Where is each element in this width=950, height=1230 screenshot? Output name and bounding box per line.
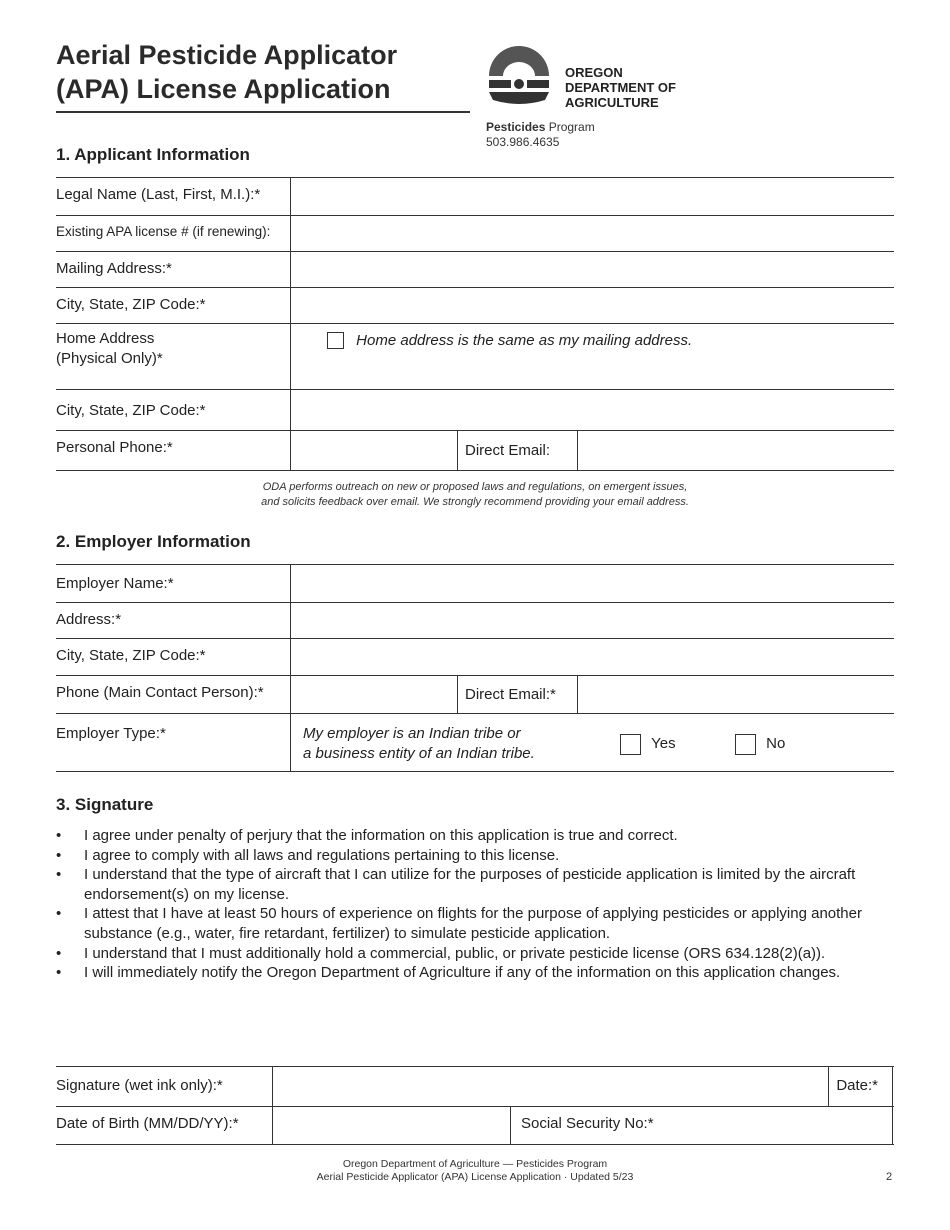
section-heading-signature: 3. Signature: [56, 795, 154, 814]
city-state-zip-label: City, State, ZIP Code:*: [56, 288, 291, 324]
section-heading-employer: 2. Employer Information: [56, 532, 251, 551]
ssn-field[interactable]: [893, 1107, 894, 1145]
personal-phone-field[interactable]: [291, 431, 458, 471]
footer-line-2: Aerial Pesticide Applicator (APA) License Application · Updated 5/23: [316, 1171, 634, 1183]
direct-email-field[interactable]: [578, 431, 895, 471]
list-item: • I agree to comply with all laws and regulations pertaining to this license.: [56, 846, 896, 866]
employer-type-label: Employer Type:*: [56, 714, 291, 772]
attestation-list: [56, 826, 896, 983]
home-address-label-line-1: Home Address: [56, 330, 155, 347]
footer-line-1: Oregon Department of Agriculture — Pesticides Program: [342, 1158, 608, 1170]
employer-phone-field[interactable]: [291, 676, 458, 714]
email-note-line-2: and solicits feedback over email. We strongly recommend providing your email address.: [261, 496, 689, 508]
email-note-line-1: ODA performs outreach on new or proposed laws and regulations, on emergent issues,: [262, 481, 688, 493]
employer-email-field[interactable]: [578, 676, 895, 714]
no-label: No: [766, 735, 786, 752]
signature-label: Signature (wet ink only):*: [56, 1067, 273, 1107]
same-as-mailing-label: Home address is the same as my mailing address.: [356, 331, 693, 349]
employer-phone-label: Phone (Main Contact Person):*: [56, 676, 291, 714]
home-address-field[interactable]: [291, 324, 895, 390]
ssn-label: Social Security No:*: [511, 1107, 893, 1145]
no-option[interactable]: [735, 734, 785, 755]
title-line-2: (APA) License Application: [56, 74, 391, 104]
home-address-label: [56, 324, 291, 390]
yes-checkbox[interactable]: [620, 734, 641, 755]
list-item: • I attest that I have at least 50 hours of experience on flights for the purpose of applying pesticides or applying another substance (e.g., water, fire retardant, fertilizer) to simulate pesticide application.: [56, 904, 896, 943]
employer-table: [56, 564, 894, 772]
dob-field[interactable]: [273, 1107, 511, 1145]
yes-option[interactable]: [620, 734, 676, 755]
home-address-label-line-2: (Physical Only)*: [56, 350, 163, 367]
yes-label: Yes: [651, 735, 676, 752]
no-checkbox[interactable]: [735, 734, 756, 755]
list-item: • I agree under penalty of perjury that the information on this application is true and correct.: [56, 826, 896, 846]
tribe-question: [303, 724, 535, 764]
page-title: [56, 38, 476, 106]
logo-wordmark: [565, 65, 676, 110]
home-city-state-zip-label: City, State, ZIP Code:*: [56, 390, 291, 431]
date-field[interactable]: [893, 1067, 894, 1107]
employer-name-field[interactable]: [291, 565, 895, 603]
list-item: • I understand that I must additionally hold a commercial, public, or private pesticide license (ORS 634.128(2)(a)).: [56, 944, 896, 964]
legal-name-label: Legal Name (Last, First, M.I.):*: [56, 178, 291, 216]
employer-address-field[interactable]: [291, 603, 895, 639]
existing-license-field[interactable]: [291, 216, 895, 252]
list-item: • I understand that the type of aircraft that I can utilize for the purposes of pesticide application is limited by the aircraft endorsement(s) on my license.: [56, 865, 896, 904]
logo-line-2: DEPARTMENT OF: [565, 80, 676, 95]
home-city-state-zip-field[interactable]: [291, 390, 895, 431]
logo-line-3: AGRICULTURE: [565, 95, 659, 110]
employer-type-field: [291, 714, 895, 772]
existing-license-label: Existing APA license # (if renewing):: [56, 216, 291, 252]
program-info: [486, 120, 595, 150]
same-as-mailing-checkbox[interactable]: [327, 332, 344, 349]
page-number: 2: [886, 1171, 893, 1183]
employer-address-label: Address:*: [56, 603, 291, 639]
tribe-question-line-2: a business entity of an Indian tribe.: [303, 745, 535, 762]
tribe-question-line-1: My employer is an Indian tribe or: [303, 725, 521, 742]
program-phone: 503.986.4635: [486, 135, 560, 149]
city-state-zip-field[interactable]: [291, 288, 895, 324]
program-name-rest: Program: [545, 120, 595, 134]
signature-field[interactable]: [273, 1067, 829, 1107]
signature-table: [56, 1066, 894, 1145]
title-divider: [56, 111, 470, 113]
title-line-1: Aerial Pesticide Applicator: [56, 40, 398, 70]
employer-email-label: Direct Email:*: [458, 676, 578, 714]
program-name-bold: Pesticides: [486, 120, 546, 134]
direct-email-label: Direct Email:: [458, 431, 578, 471]
dob-label: Date of Birth (MM/DD/YY):*: [56, 1107, 273, 1145]
employer-name-label: Employer Name:*: [56, 565, 291, 603]
date-label: Date:*: [829, 1067, 893, 1107]
employer-city-state-zip-field[interactable]: [291, 639, 895, 676]
personal-phone-label: Personal Phone:*: [56, 431, 291, 471]
list-item: • I will immediately notify the Oregon Department of Agriculture if any of the information on this application changes.: [56, 963, 896, 983]
email-outreach-note: [56, 480, 894, 510]
employer-city-state-zip-label: City, State, ZIP Code:*: [56, 639, 291, 676]
legal-name-field[interactable]: [291, 178, 895, 216]
page-footer: [0, 1158, 950, 1184]
logo-line-1: OREGON: [565, 65, 623, 80]
applicant-table: [56, 177, 894, 471]
mailing-address-label: Mailing Address:*: [56, 252, 291, 288]
section-heading-applicant: 1. Applicant Information: [56, 145, 250, 164]
mailing-address-field[interactable]: [291, 252, 895, 288]
